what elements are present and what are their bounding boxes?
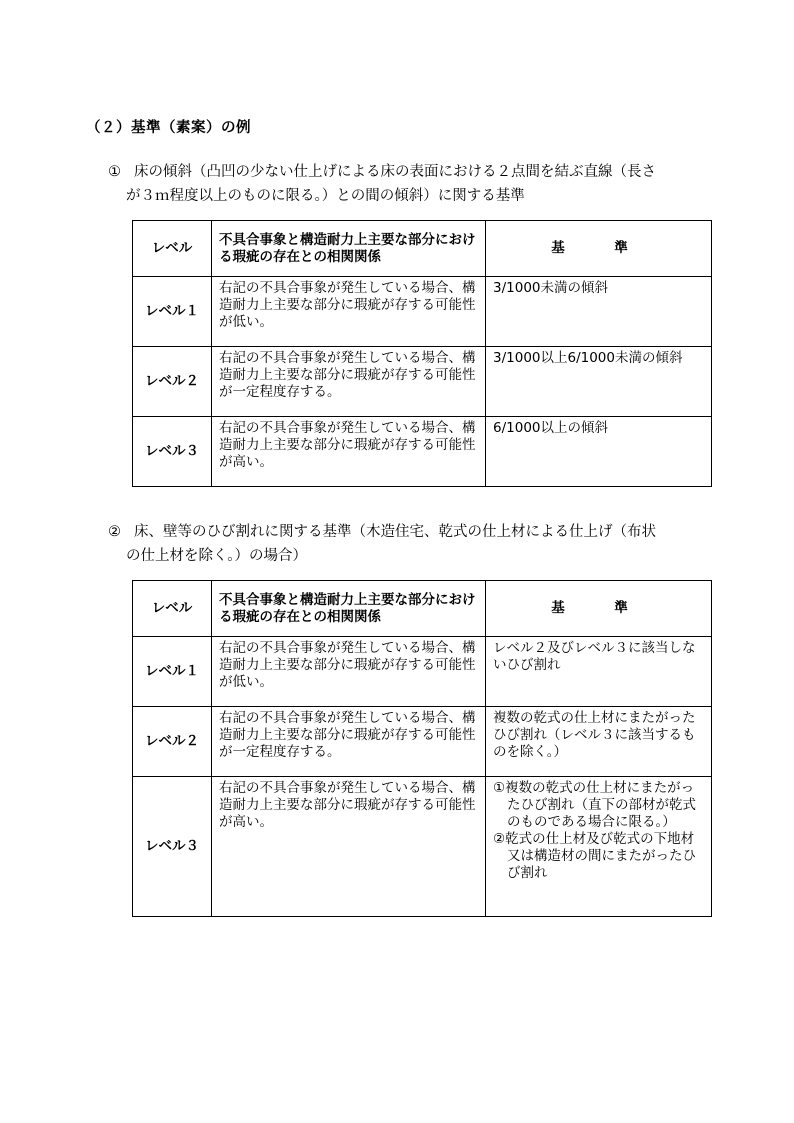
- table-header-row: [133, 581, 712, 637]
- floor-slope-table: [132, 220, 712, 487]
- criteria-cell: レベル２及びレベル３に該当しないひび割れ: [486, 637, 712, 707]
- relation-cell: 右記の不具合事象が発生している場合、構造耐力上主要な部分に瑕疵が存する可能性が一定程度存する。: [212, 347, 486, 417]
- criteria-list-item: ②乾式の仕上材及び乾式の下地材又は構造材の間にまたがったひび割れ: [493, 831, 696, 881]
- relation-cell: 右記の不具合事象が発生している場合、構造耐力上主要な部分に瑕疵が存する可能性が高い。: [212, 417, 486, 487]
- criteria-cell: 3/1000未満の傾斜: [486, 277, 712, 347]
- table-row: [133, 347, 712, 417]
- criteria-cell: [486, 777, 712, 917]
- table-row: [133, 277, 712, 347]
- criteria-list-item: ①複数の乾式の仕上材にまたがったひび割れ（直下の部材が乾式のものである場合に限る。）: [493, 780, 696, 830]
- table-row: [133, 637, 712, 707]
- level-cell: レベル１: [133, 637, 212, 707]
- crack-table: [132, 580, 712, 917]
- level-cell: レベル１: [133, 277, 212, 347]
- item-1-heading-line2: が３ｍ程度以上のものに限る。）との間の傾斜）に関する基準: [126, 188, 525, 204]
- relation-cell: 右記の不具合事象が発生している場合、構造耐力上主要な部分に瑕疵が存する可能性が一定程度存する。: [212, 707, 486, 777]
- item-2-heading: [108, 520, 728, 568]
- table-row: [133, 707, 712, 777]
- header-criteria: 基 準: [486, 581, 712, 637]
- table-header-row: [133, 221, 712, 277]
- level-cell: レベル２: [133, 347, 212, 417]
- header-level: レベル: [133, 581, 212, 637]
- item-1-heading-line1: 床の傾斜（凸凹の少ない仕上げによる床の表面における２点間を結ぶ直線（長さ: [134, 164, 656, 180]
- relation-cell: 右記の不具合事象が発生している場合、構造耐力上主要な部分に瑕疵が存する可能性が高い。: [212, 777, 486, 917]
- item-2-heading-line2: の仕上材を除く。）の場合）: [126, 548, 307, 564]
- table-row: [133, 417, 712, 487]
- level-cell: レベル２: [133, 707, 212, 777]
- header-criteria: 基 準: [486, 221, 712, 277]
- header-relation: 不具合事象と構造耐力上主要な部分における瑕疵の存在との相関関係: [212, 581, 486, 637]
- table-row: [133, 777, 712, 917]
- item-1-heading: [108, 160, 728, 208]
- section-heading: （２）基準（素案）の例: [86, 120, 251, 136]
- relation-cell: 右記の不具合事象が発生している場合、構造耐力上主要な部分に瑕疵が存する可能性が低い。: [212, 637, 486, 707]
- item-1-number: ①: [108, 164, 121, 180]
- level-cell: レベル３: [133, 777, 212, 917]
- item-2-heading-line1: 床、壁等のひび割れに関する基準（木造住宅、乾式の仕上材による仕上げ（布状: [134, 524, 656, 540]
- item-2-number: ②: [108, 524, 121, 540]
- relation-cell: 右記の不具合事象が発生している場合、構造耐力上主要な部分に瑕疵が存する可能性が低い。: [212, 277, 486, 347]
- header-relation: 不具合事象と構造耐力上主要な部分における瑕疵の存在との相関関係: [212, 221, 486, 277]
- criteria-cell: 6/1000以上の傾斜: [486, 417, 712, 487]
- criteria-cell: 複数の乾式の仕上材にまたがったひび割れ（レベル３に該当するものを除く。）: [486, 707, 712, 777]
- level-cell: レベル３: [133, 417, 212, 487]
- header-level: レベル: [133, 221, 212, 277]
- criteria-cell: 3/1000以上6/1000未満の傾斜: [486, 347, 712, 417]
